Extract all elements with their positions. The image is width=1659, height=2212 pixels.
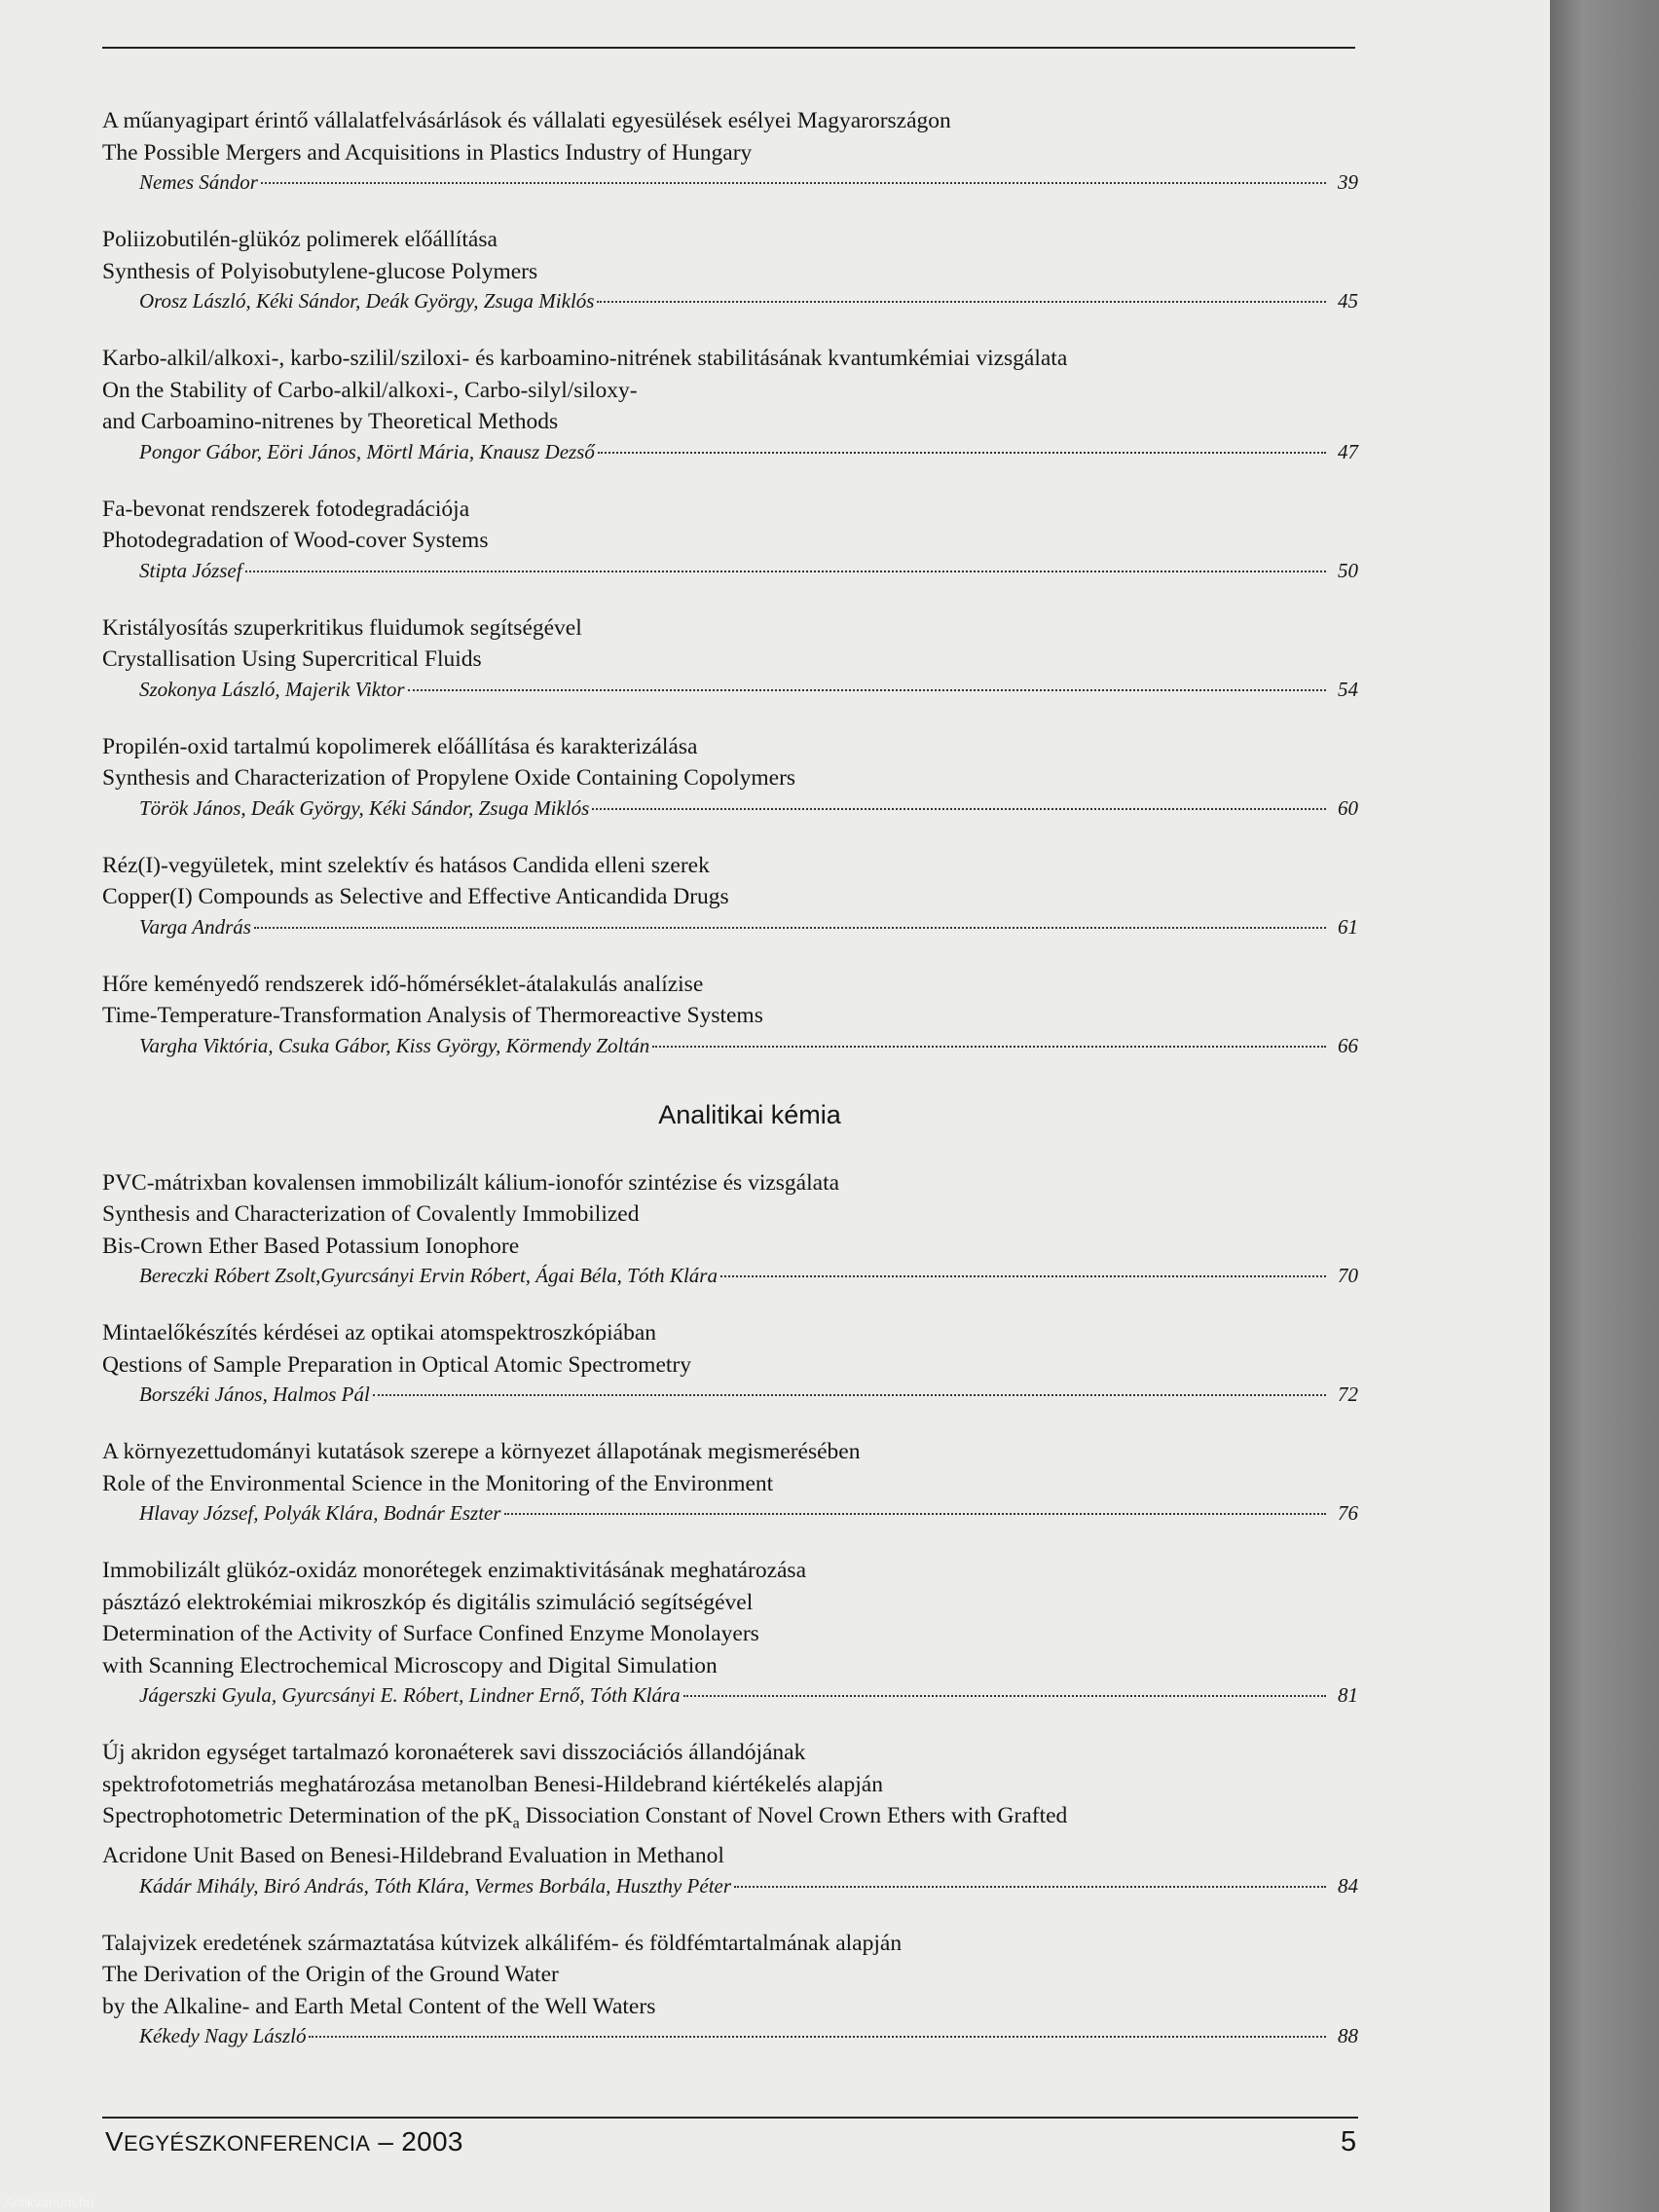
table-of-contents xyxy=(102,105,1358,2078)
dot-leader xyxy=(597,301,1326,303)
entry-page-number: 66 xyxy=(1338,1033,1358,1057)
entry-authors: Varga András xyxy=(139,914,251,939)
entry-title-en: by the Alkaline- and Earth Metal Content of the Well Waters xyxy=(102,1993,656,2019)
entry-authors-row xyxy=(102,1032,1358,1059)
entry-title-hu: Mintaelőkészítés kérdései az optikai atomspektroszkópiában xyxy=(102,1320,657,1346)
dot-leader xyxy=(720,1275,1326,1277)
toc-entry xyxy=(102,731,1358,822)
entry-page-number: 60 xyxy=(1338,795,1358,820)
entry-page-number: 54 xyxy=(1338,677,1358,701)
entry-authors: Pongor Gábor, Eöri János, Mörtl Mária, Knausz Dezső xyxy=(139,439,595,463)
entry-authors-row xyxy=(102,913,1358,940)
toc-entry xyxy=(102,1317,1358,1408)
footer-initial: V xyxy=(105,2126,124,2157)
entry-title-en: Time-Temperature-Transformation Analysis of Thermoreactive Systems xyxy=(102,1003,763,1028)
entry-page-number: 81 xyxy=(1338,1683,1358,1707)
toc-entry xyxy=(102,224,1358,314)
entry-authors: Orosz László, Kéki Sándor, Deák György, Zsuga Miklós xyxy=(139,289,595,313)
entry-title-en: Photodegradation of Wood-cover Systems xyxy=(102,528,489,553)
page-edge-shadow xyxy=(1550,0,1659,2212)
entry-title-hu: Propilén-oxid tartalmú kopolimerek előállítása és karakterizálása xyxy=(102,733,698,759)
entry-title-hu: Új akridon egységet tartalmazó koronaéterek savi disszociációs állandójának xyxy=(102,1740,806,1765)
footer-year: – 2003 xyxy=(370,2126,463,2157)
entry-title-en: Crystallisation Using Supercritical Fluids xyxy=(102,646,482,672)
entry-title-hu: PVC-mátrixban kovalensen immobilizált kálium-ionofór szintézise és vizsgálata xyxy=(102,1169,840,1196)
dot-leader xyxy=(592,808,1326,810)
pka-line-before: Spectrophotometric Determination of the pK xyxy=(102,1803,513,1828)
toc-entry xyxy=(102,1167,1358,1290)
toc-entry xyxy=(102,105,1358,196)
dot-leader xyxy=(652,1046,1326,1048)
dot-leader xyxy=(245,571,1326,572)
entry-title-hu: Réz(I)-vegyületek, mint szelektív és hatásos Candida elleni szerek xyxy=(102,852,710,878)
dot-leader xyxy=(408,689,1326,691)
dot-leader xyxy=(309,2036,1326,2038)
entry-authors-row xyxy=(102,794,1358,822)
entry-authors: Jágerszki Gyula, Gyurcsányi E. Róbert, Lindner Ernő, Tóth Klára xyxy=(139,1683,681,1707)
entry-authors: Borszéki János, Halmos Pál xyxy=(139,1382,370,1406)
entry-title-hu: A környezettudományi kutatások szerepe a környezet állapotának megismerésében xyxy=(102,1439,861,1464)
entry-page-number: 50 xyxy=(1338,558,1358,582)
entry-title-hu: Karbo-alkil/alkoxi-, karbo-szilil/sziloxi- és karboamino-nitrének stabilitásának kvantumkémiai vizsgálata xyxy=(102,346,1068,371)
toc-entry xyxy=(102,1555,1358,1709)
entry-title-en: Copper(I) Compounds as Selective and Effective Anticandida Drugs xyxy=(102,884,729,909)
entry-authors: Szokonya László, Majerik Viktor xyxy=(139,677,405,701)
dot-leader xyxy=(261,182,1326,184)
toc-entry xyxy=(102,612,1358,703)
entry-authors-row xyxy=(102,438,1358,465)
entry-authors-row xyxy=(102,676,1358,703)
entry-title-en: Qestions of Sample Preparation in Optical Atomic Spectrometry xyxy=(102,1351,691,1378)
entry-authors: Kékedy Nagy László xyxy=(139,2024,307,2048)
top-rule xyxy=(102,47,1355,49)
pka-line-after: Dissociation Constant of Novel Crown Ethers with Grafted xyxy=(519,1803,1068,1828)
section-heading: Analitikai kémia xyxy=(658,1099,841,1129)
pka-subscript: a xyxy=(512,1815,520,1832)
entry-authors: Hlavay József, Polyák Klára, Bodnár Eszter xyxy=(139,1501,501,1525)
entry-page-number: 45 xyxy=(1338,289,1358,313)
dot-leader xyxy=(504,1513,1326,1515)
entry-title-en xyxy=(102,1800,1358,1840)
entry-title-en: Synthesis and Characterization of Propylene Oxide Containing Copolymers xyxy=(102,765,796,791)
entry-authors: Nemes Sándor xyxy=(139,170,258,194)
entry-authors-row xyxy=(102,1499,1358,1527)
toc-entry xyxy=(102,1737,1358,1899)
footer-page-number: 5 xyxy=(1341,2126,1357,2157)
footer-small-caps: EGYÉSZKONFERENCIA xyxy=(123,2131,371,2156)
dot-leader xyxy=(254,927,1326,929)
entry-authors: Vargha Viktória, Csuka Gábor, Kiss György, Körmendy Zoltán xyxy=(139,1033,650,1057)
entry-title-en: Bis-Crown Ether Based Potassium Ionophore xyxy=(102,1233,520,1259)
entry-title-en: Acridone Unit Based on Benesi-Hildebrand Evaluation in Methanol xyxy=(102,1843,724,1869)
watermark: Antikvarium.hu xyxy=(4,2194,94,2210)
entry-title-en: Determination of the Activity of Surface Confined Enzyme Monolayers xyxy=(102,1621,759,1646)
entry-title-en: Synthesis and Characterization of Covalently Immobilized xyxy=(102,1201,640,1227)
entry-title-hu: Immobilizált glükóz-oxidáz monorétegek enzimaktivitásának meghatározása xyxy=(102,1558,807,1583)
toc-entry xyxy=(102,1436,1358,1527)
entry-title-hu: Hőre keményedő rendszerek idő-hőmérséklet-átalakulás analízise xyxy=(102,971,704,997)
entry-title-hu: A műanyagipart érintő vállalatfelvásárlások és vállalati egyesülések esélyei Magyarországon xyxy=(102,108,951,133)
footer-conference-name xyxy=(105,2126,463,2157)
entry-authors: Kádár Mihály, Biró András, Tóth Klára, Vermes Borbála, Huszthy Péter xyxy=(139,1873,732,1898)
entry-title-en: Synthesis of Polyisobutylene-glucose Polymers xyxy=(102,258,538,284)
entry-page-number: 72 xyxy=(1338,1382,1358,1406)
entry-page-number: 76 xyxy=(1338,1501,1358,1525)
entry-title-hu: Kristályosítás szuperkritikus fluidumok segítségével xyxy=(102,614,582,641)
toc-entry xyxy=(102,343,1358,465)
entry-title-hu: Fa-bevonat rendszerek fotodegradációja xyxy=(102,496,470,522)
entry-title-en: with Scanning Electrochemical Microscopy and Digital Simulation xyxy=(102,1652,718,1678)
entry-title-en: and Carboamino-nitrenes by Theoretical Methods xyxy=(102,409,559,434)
entry-title-hu: pásztázó elektrokémiai mikroszkóp és digitális szimuláció segítségével xyxy=(102,1589,754,1615)
entry-title-hu: Talajvizek eredetének származtatása kútvizek alkálifém- és földfémtartalmának alapján xyxy=(102,1930,903,1956)
entry-title-hu: spektrofotometriás meghatározása metanolban Benesi-Hildebrand kiértékelés alapján xyxy=(102,1771,883,1797)
entry-authors-row xyxy=(102,2022,1358,2049)
entry-authors: Bereczki Róbert Zsolt,Gyurcsányi Ervin Róbert, Ágai Béla, Tóth Klára xyxy=(139,1264,718,1287)
toc-entry xyxy=(102,969,1358,1059)
dot-leader xyxy=(734,1886,1326,1888)
entry-page-number: 88 xyxy=(1338,2024,1358,2048)
dot-leader xyxy=(373,1394,1326,1396)
entry-title-en: Role of the Environmental Science in the Monitoring of the Environment xyxy=(102,1470,774,1496)
entry-authors-row xyxy=(102,557,1358,584)
entry-page-number: 61 xyxy=(1338,914,1358,939)
entry-authors-row xyxy=(102,1381,1358,1408)
entry-authors-row xyxy=(102,168,1358,196)
entry-authors-row xyxy=(102,287,1358,314)
dot-leader xyxy=(683,1695,1326,1697)
entry-title-hu: Poliizobutilén-glükóz polimerek előállítása xyxy=(102,227,498,252)
dot-leader xyxy=(598,452,1326,454)
toc-entry xyxy=(102,850,1358,940)
entry-authors-row xyxy=(102,1872,1358,1899)
entry-page-number: 47 xyxy=(1338,439,1358,463)
entry-authors: Stipta József xyxy=(139,558,242,582)
toc-entry xyxy=(102,1928,1358,2050)
entry-title-en: The Possible Mergers and Acquisitions in Plastics Industry of Hungary xyxy=(102,139,753,166)
toc-entry xyxy=(102,494,1358,584)
entry-authors-row xyxy=(102,1681,1358,1709)
entry-authors: Török János, Deák György, Kéki Sándor, Zsuga Miklós xyxy=(139,795,590,820)
footer-rule xyxy=(102,2117,1358,2119)
entry-title-en: On the Stability of Carbo-alkil/alkoxi-, Carbo-silyl/siloxy- xyxy=(102,377,638,403)
entry-page-number: 39 xyxy=(1338,170,1358,194)
entry-title-en: The Derivation of the Origin of the Ground Water xyxy=(102,1962,559,1988)
entry-authors-row xyxy=(102,1262,1358,1289)
entry-page-number: 70 xyxy=(1338,1264,1358,1287)
entry-page-number: 84 xyxy=(1338,1873,1358,1898)
